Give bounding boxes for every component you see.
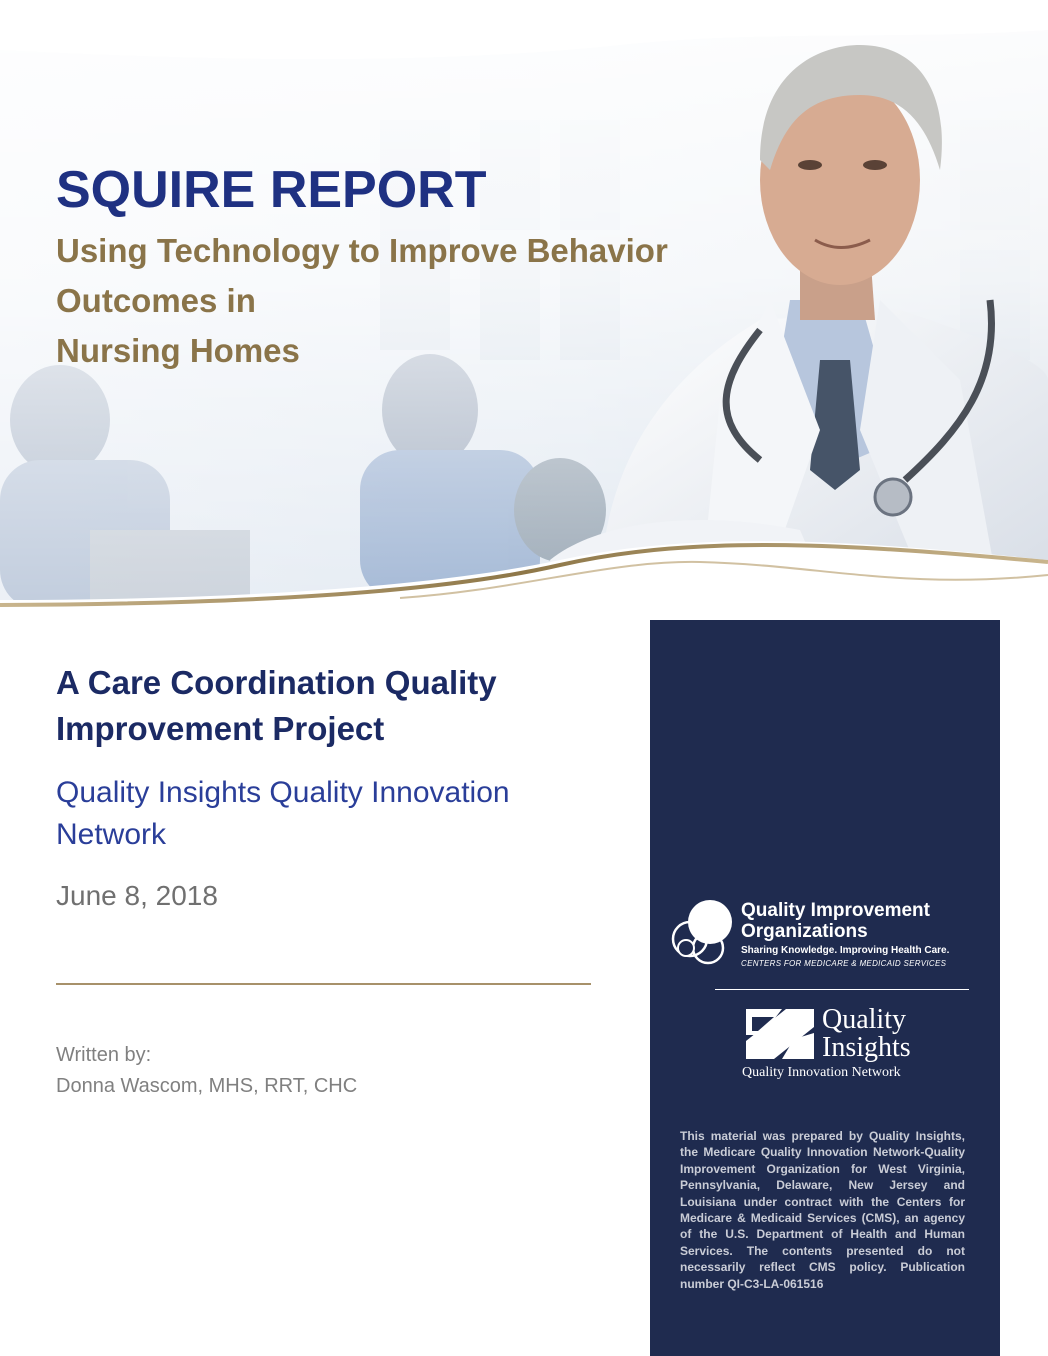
qio-logo: [668, 896, 968, 976]
network-line: Network: [56, 818, 167, 851]
title-block: [56, 160, 736, 376]
qio-tagline: Sharing Knowledge. Improving Health Care.: [741, 945, 950, 956]
section-divider: [56, 983, 591, 985]
author-block: [56, 1040, 357, 1102]
qi-network-label: Quality Innovation Network: [742, 1065, 901, 1080]
project-title-line: Improvement Project: [56, 710, 385, 747]
subtitle-line: Using Technology to Improve Behavior: [56, 232, 668, 269]
qio-text: [741, 900, 949, 970]
qi-mark-icon: [742, 1005, 818, 1063]
author-label: Written by:: [56, 1044, 152, 1066]
network-name: [56, 772, 616, 856]
qio-circles-icon: [668, 896, 738, 976]
disclaimer-text: This material was prepared by Quality Insights, the Medicare Quality Innovation Network-Quality Improvement Organization for West Virginia, Pennsylvania, Delaware, New Jersey and Louisiana under contract with the Centers for Medicare & Medicaid Services (CMS), an agency of the U.S. Department of Health and Human Services. The contents presented do not necessarily reflect CMS policy. Publication number QI-C3-LA-061516: [680, 1129, 965, 1291]
quality-insights-logo: [742, 1005, 942, 1085]
project-title-line: A Care Coordination Quality: [56, 664, 497, 701]
subtitle-line: Outcomes in: [56, 282, 256, 319]
author-name: Donna Wascom, MHS, RRT, CHC: [56, 1075, 358, 1097]
qio-line2: Organizations: [741, 921, 868, 942]
qi-word-quality: Quality: [822, 1004, 906, 1035]
qio-line1: Quality Improvement: [741, 900, 930, 921]
report-title: SQUIRE REPORT: [56, 161, 487, 219]
logo-divider: [715, 989, 969, 990]
project-title: [56, 660, 616, 752]
qi-word-insights: Insights: [822, 1032, 911, 1063]
report-subtitle: [56, 226, 736, 376]
qio-cms: CENTERS FOR MEDICARE & MEDICAID SERVICES: [741, 959, 947, 968]
subtitle-line: Nursing Homes: [56, 332, 300, 369]
network-line: Quality Insights Quality Innovation: [56, 776, 510, 809]
report-date: June 8, 2018: [56, 880, 218, 911]
project-section: [56, 660, 616, 916]
